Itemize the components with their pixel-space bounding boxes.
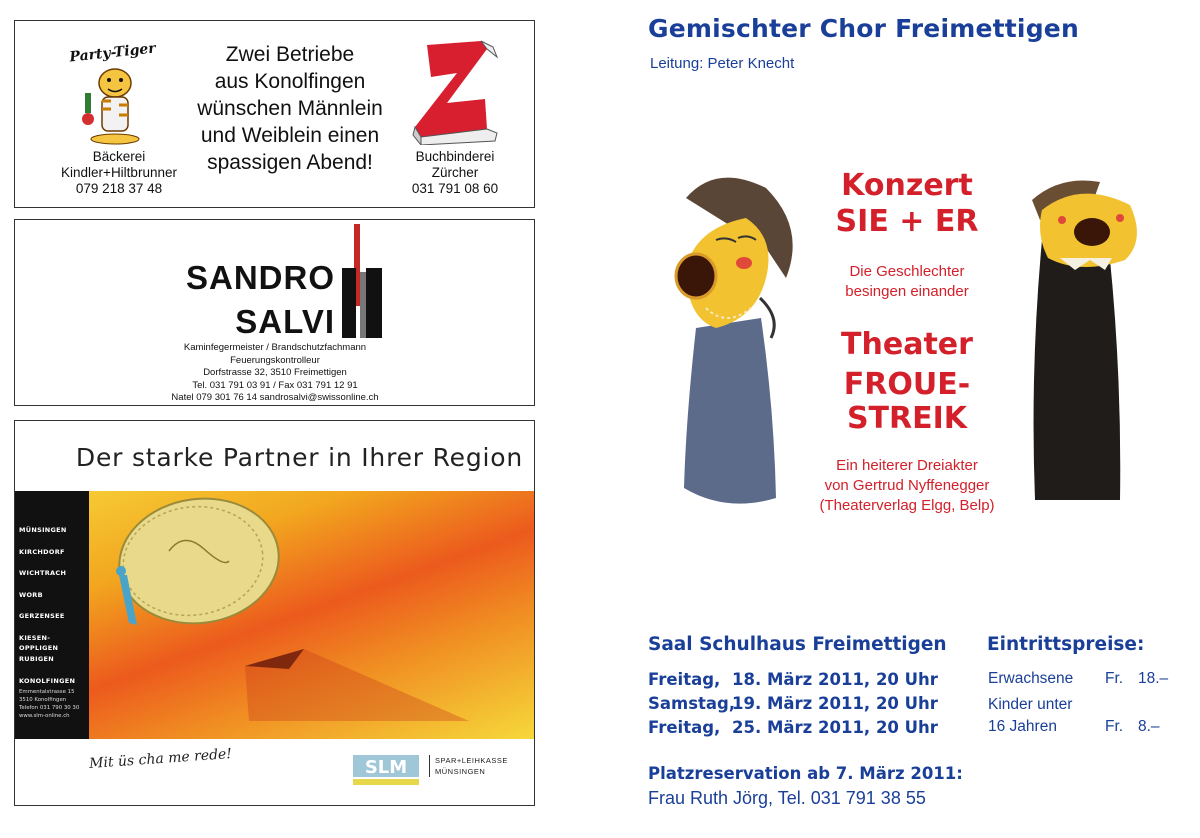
price-label: 16 Jahren	[988, 718, 1057, 735]
choir-title: Gemischter Chor Freimettigen	[648, 14, 1079, 43]
reservation-label: Platzreservation ab 7. März 2011:	[648, 764, 963, 783]
concert-label: Konzert	[841, 168, 973, 203]
bindery-z-logo	[407, 33, 499, 145]
theater-subtitle	[798, 456, 1016, 516]
performance-dates	[648, 668, 938, 740]
bank-headline: Der starke Partner in Ihrer Region	[75, 443, 523, 472]
slm-logo-text: SLM	[364, 757, 408, 778]
date-day: Freitag,	[648, 670, 721, 689]
slm-logo	[353, 753, 423, 787]
party-tiger-logo	[55, 35, 175, 155]
bank-town: GERZENSEE	[19, 612, 65, 620]
bakery-phone: 079 218 37 48	[75, 181, 163, 196]
bank-town: KONOLFINGEN	[19, 676, 76, 685]
bank-address-line: www.slm-online.ch	[19, 712, 70, 719]
theater-sub-line: Ein heiterer Dreiakter	[836, 457, 978, 474]
greeting-line: aus Konolfingen	[214, 70, 366, 93]
chimney-phone: Tel. 031 791 03 91 / Fax 031 791 12 91	[192, 379, 358, 391]
bindery-info	[385, 149, 525, 197]
theater-title-line1: FROUE-	[843, 367, 971, 402]
concert-sub-line: Die Geschlechter	[849, 263, 965, 280]
ads-greeting	[180, 41, 400, 176]
bindery-line2: Zürcher	[431, 165, 479, 180]
coin-illustration	[89, 491, 534, 739]
chimney-mobile: Natel 079 301 76 14 sandrosalvi@swissonline.ch	[171, 392, 379, 403]
bank-town: KIESEN-OPPLIGEN	[19, 633, 59, 652]
concert-title: SIE + ER	[835, 204, 979, 239]
price-row-child	[988, 716, 1178, 738]
price-table	[988, 668, 1178, 738]
greeting-line: wünschen Männlein	[197, 97, 383, 120]
greeting-line: und Weiblein einen	[200, 124, 380, 147]
date-day: Freitag,	[648, 718, 721, 737]
ad-bakery-bindery	[14, 20, 535, 208]
chimney-trade-2: Feuerungskontrolleur	[230, 354, 320, 366]
bank-image	[15, 491, 534, 739]
bank-branch-list	[15, 491, 89, 739]
theater-title-line2: STREIK	[846, 401, 968, 436]
theater-sub-line: von Gertrud Nyffenegger	[824, 477, 990, 494]
date-value: 18. März 2011, 20 Uhr	[732, 670, 938, 689]
chimney-trade: Kaminfegermeister / Brandschutzfachmann	[183, 342, 367, 353]
venue: Saal Schulhaus Freimettigen	[648, 634, 947, 655]
concert-heading	[812, 168, 1002, 240]
bank-name	[429, 755, 508, 777]
date-day: Samstag,	[648, 694, 736, 713]
theater-sub-line: (Theaterverlag Elgg, Belp)	[819, 497, 995, 514]
date-value: 25. März 2011, 20 Uhr	[732, 718, 938, 737]
chimney-logo	[338, 224, 388, 339]
bank-town: RUBIGEN	[19, 655, 54, 663]
bank-slogan: Mit üs cha me rede!	[88, 746, 233, 772]
greeting-line: spassigen Abend!	[207, 151, 373, 174]
price-currency: Fr.	[1105, 670, 1124, 687]
price-amount: 18.–	[1138, 670, 1169, 687]
singing-woman-figure	[656, 168, 806, 513]
salvi-firstname: SANDRO	[185, 259, 335, 296]
price-row-child-label	[988, 694, 1178, 716]
salvi-lastname: SALVI	[235, 303, 335, 340]
date-row	[648, 692, 938, 716]
price-amount: 8.–	[1138, 718, 1160, 735]
bank-address-line: 3510 Konolfingen	[19, 696, 67, 703]
party-tiger-logo-text: Party-Tiger	[68, 40, 157, 66]
bank-address-line: Emmentalstrasse 15	[19, 688, 75, 695]
bank-address-line: Telefon 031 790 30 30	[19, 704, 80, 711]
bindery-line1: Buchbinderei	[415, 149, 495, 164]
price-row-adult	[988, 668, 1178, 690]
chimney-address: Dorfstrasse 32, 3510 Freimettigen	[203, 367, 347, 378]
theater-heading	[812, 328, 1002, 436]
bank-name-line1: SPAR+LEIHKASSE	[435, 756, 508, 765]
ad-chimney-sweep	[14, 219, 535, 406]
date-row	[648, 716, 938, 740]
bank-town: WORB	[19, 590, 43, 599]
theater-label: Theater	[841, 327, 973, 362]
bakery-name: Bäckerei	[92, 149, 146, 164]
singing-man-figure	[1020, 170, 1150, 518]
salvi-name	[165, 256, 335, 344]
bank-town: MÜNSINGEN	[19, 526, 67, 534]
greeting-line: Zwei Betriebe	[225, 43, 355, 66]
price-label: Erwachsene	[988, 670, 1074, 687]
choir-lead: Leitung: Peter Knecht	[650, 55, 795, 72]
prices-title: Eintrittspreise:	[987, 634, 1145, 655]
bank-town: KIRCHDORF	[19, 547, 65, 556]
bank-town: WICHTRACH	[19, 569, 67, 577]
concert-subtitle	[812, 262, 1002, 302]
price-label: Kinder unter	[988, 696, 1073, 713]
bank-name-line2: MÜNSINGEN	[435, 767, 486, 776]
bakery-owners: Kindler+Hiltbrunner	[61, 165, 177, 180]
date-row	[648, 668, 938, 692]
concert-sub-line: besingen einander	[845, 283, 969, 300]
date-value: 19. März 2011, 20 Uhr	[732, 694, 938, 713]
bindery-phone: 031 791 08 60	[411, 181, 499, 196]
reservation-contact: Frau Ruth Jörg, Tel. 031 791 38 55	[648, 788, 926, 808]
ad-bank	[14, 420, 535, 806]
chimney-details	[145, 342, 405, 405]
price-currency: Fr.	[1105, 718, 1124, 735]
